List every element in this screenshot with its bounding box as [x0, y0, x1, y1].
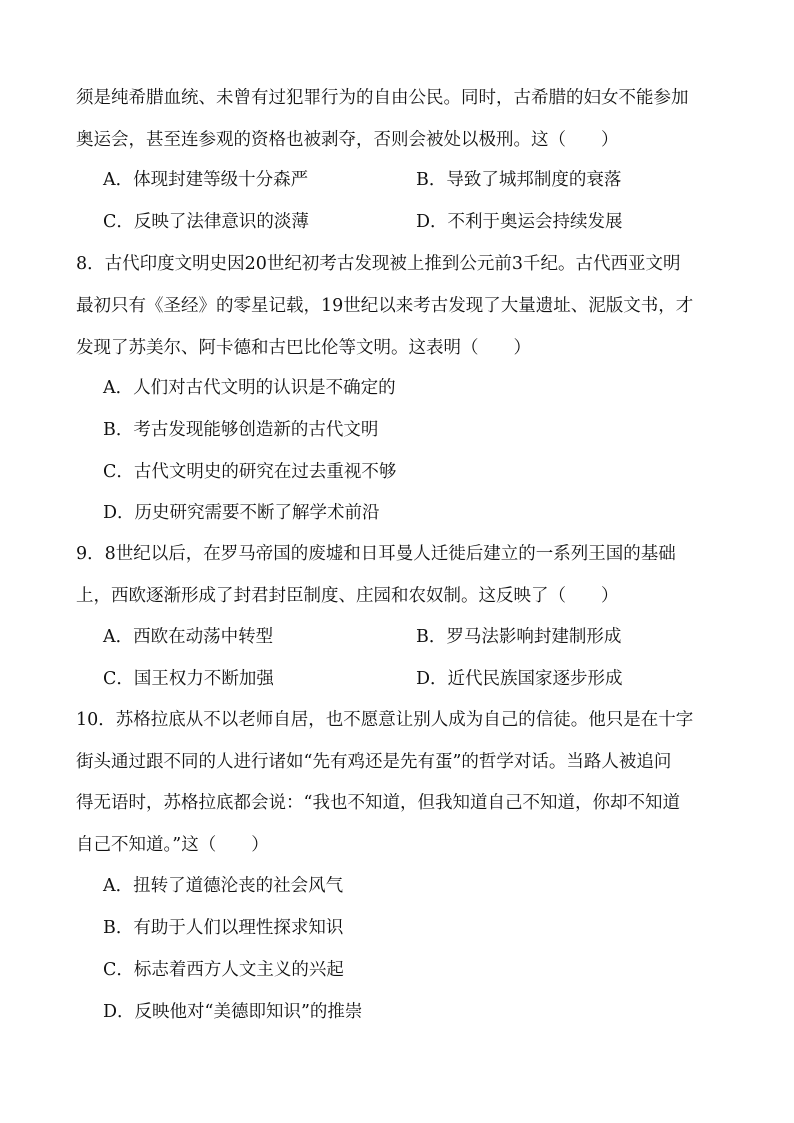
- q10-option-b: B．有助于人们以理性探求知识: [103, 918, 344, 938]
- q9-stem-line-2: 上，西欧逐渐形成了封君封臣制度、庄园和农奴制。这反映了（ ）: [76, 586, 619, 606]
- q10-stem-line-3: 得无语时，苏格拉底都会说：“我也不知道，但我知道自己不知道，你却不知道: [76, 793, 680, 813]
- q10-stem-line-2: 街头通过跟不同的人进行诸如“先有鸡还是先有蛋”的哲学对话。当路人被追问: [76, 752, 672, 772]
- q7-option-c: C．反映了法律意识的淡薄: [103, 212, 309, 232]
- q7-option-a: A．体现封建等级十分森严: [103, 170, 309, 190]
- q10-stem-line-4: 自己不知道。”这（ ）: [76, 835, 269, 855]
- q7-stem-line-1: 须是纯希腊血统、未曾有过犯罪行为的自由公民。同时，古希腊的妇女不能参加: [76, 88, 689, 108]
- q7-option-d: D．不利于奥运会持续发展: [416, 212, 623, 232]
- q8-option-c: C．古代文明史的研究在过去重视不够: [103, 462, 397, 482]
- q8-stem-line-1: 8．古代印度文明史因20世纪初考古发现被上推到公元前3千纪。古代西亚文明: [76, 254, 681, 274]
- q8-stem-line-3: 发现了苏美尔、阿卡德和古巴比伦等文明。这表明（ ）: [76, 338, 531, 358]
- q9-option-b: B．罗马法影响封建制形成: [416, 627, 622, 647]
- q8-stem-line-2: 最初只有《圣经》的零星记载，19世纪以来考古发现了大量遗址、泥版文书，才: [76, 296, 694, 316]
- q10-option-d: D．反映他对“美德即知识”的推崇: [103, 1002, 363, 1022]
- q10-option-a: A．扭转了道德沦丧的社会风气: [103, 876, 344, 896]
- q9-stem-line-1: 9．8世纪以后，在罗马帝国的废墟和日耳曼人迁徙后建立的一系列王国的基础: [76, 544, 676, 564]
- q9-option-a: A．西欧在动荡中转型: [103, 627, 274, 647]
- q10-option-c: C．标志着西方人文主义的兴起: [103, 960, 344, 980]
- q9-option-d: D．近代民族国家逐步形成: [416, 669, 623, 689]
- q7-option-b: B．导致了城邦制度的衰落: [416, 170, 622, 190]
- q10-stem-line-1: 10．苏格拉底从不以老师自居，也不愿意让别人成为自己的信徒。他只是在十字: [76, 710, 694, 730]
- q8-option-a: A．人们对古代文明的认识是不确定的: [103, 378, 396, 398]
- q9-option-c: C．国王权力不断加强: [103, 669, 274, 689]
- q7-stem-line-2: 奥运会，甚至连参观的资格也被剥夺，否则会被处以极刑。这（ ）: [76, 130, 619, 150]
- q8-option-d: D．历史研究需要不断了解学术前沿: [103, 503, 380, 523]
- q8-option-b: B．考古发现能够创造新的古代文明: [103, 420, 379, 440]
